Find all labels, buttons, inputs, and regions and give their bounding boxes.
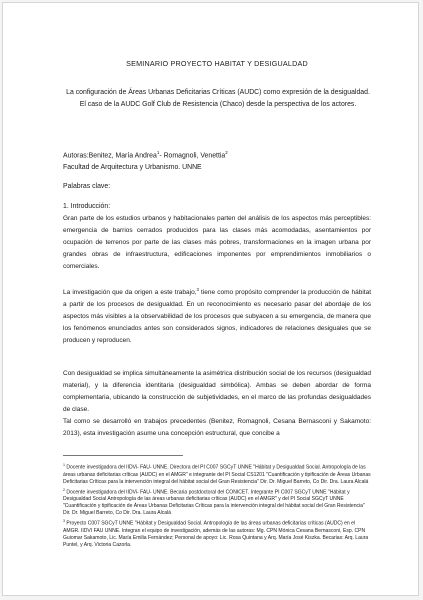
footnotes <box>63 462 371 550</box>
document-page <box>2 2 419 596</box>
footnote-text: Proyecto C007 SGCyT UNNE "Hábitat y Desigualdad Social. Antropología de las áreas urbanas deficitarias críticas (AUDC) en el AMGR. IIDVI FAU UNNE. Integran el equipo de investigación, además de las autoras: Mg. CPN Mónica Cesana Bernasconi, Esp. CPN Guiomar Sakamoto, Lic. María Emilia Fernández; Personal de apoyo: Lic. Rosa Quintana y Arq. María José Kiszka. Becarias: Arq. Laura Puntel, y Arq. Victoria Cazorla. <box>63 520 369 548</box>
paragraph-3: Con desigualdad se implica simultáneamente la asimétrica distribución social de los recursos (desigualdad material), y la diferencia identitaria (desigualdad simbólica). Ambas se deben abordar de forma complementaria, ubicando la construcción de subjetividades, en el marco de las profundas desigualdades de clase. <box>63 370 371 414</box>
authors-line <box>63 147 228 162</box>
paper-title: La configuración de Áreas Urbanas Deficitarias Críticas (AUDC) como expresión de la desigualdad. El caso de la AUDC Golf Club de Resistencia (Chaco) desde la perspectiva de los actores. <box>66 89 370 108</box>
footnote-mark: 2 <box>63 487 65 492</box>
paragraph-2-rest: tiene como propósito comprender la producción de hábitat a partir de los procesos de desigualdad. En un reconocimiento es necesario pasar del abordaje de los aspectos más visibles a la observabilidad de los procesos que subyacen a su emergencia, de manera que los fenómenos enunciados antes son considerados signos, indicadores de relaciones desiguales que se producen y reproducen. <box>63 289 371 345</box>
authors-prefix: Autoras:Benitez, María Andrea <box>63 152 157 160</box>
authors-middle: - Romagnoli, Venettia <box>159 152 226 160</box>
footnote-text: Docente investigadora del IIDVi- FAU- UNNE. Becaria postdoctoral del CONICET. Integrante PI C007 SGCyT UNNE "Hábitat y Desigualdad Social Antropología de las áreas urbanas deficitarias críticas (AUDC) en el AMGR" y del PI Social SGCyT UNNE "Cuantificación y tipificación de Áreas Urbanas Deficitarias Críticas para la intervención integral del hábitat social del Gran Resistencia" Dir. Dr. Miguel Barreto, Co Dir. Dra. Laura Alcalá <box>63 489 365 517</box>
footnote-mark: 1 <box>63 463 65 467</box>
footnote-text: Docente investigadora del IIDVi- FAU- UNNE. Directora del PI C007 SGCyT UNNE "Hábitat y Desigualdad Social. Antropología de las áreas urbanas deficitarias críticas (AUDC) en el AMGR" e integrante del PI Social CS1201 "Cuantificación y tipificación de Áreas Urbanas Deficitarias Críticas para la intervención integral del hábitat social del Gran Resistencia" Dir. Dr. Miguel Barreto, Co Dir. Dra. Laura Alcalá <box>63 464 371 485</box>
footnote-ref-3[interactable]: 3 <box>196 287 199 292</box>
footnote-ref-2[interactable]: 2 <box>225 150 228 155</box>
paragraph-1: Gran parte de los estudios urbanos y habitacionales parten del análisis de los aspectos más perceptibles: emergencia de barrios cerrados producidos para las clases más acomodadas, asentamientos por ocupación de terrenos por parte de las clases más pobres, transformaciones en la imagen urbana por grandes obras de infraestructura, edificaciones imponentes por emprendimientos inmobiliarios o comerciales. <box>63 215 371 271</box>
paragraph-2-start: La investigación que da origen a este trabajo, <box>63 289 197 297</box>
seminar-header: SEMINARIO PROYECTO HABITAT Y DESIGUALDAD <box>126 59 308 68</box>
footnote-1 <box>63 462 371 486</box>
footnote-mark: 3 <box>63 519 65 524</box>
affiliation: Facultad de Arquitectura y Urbanismo. UNNE <box>63 164 202 172</box>
footnote-divider <box>63 455 183 456</box>
section-heading: 1. Introducción: <box>63 203 111 210</box>
authors-block <box>63 147 228 174</box>
paragraph-4: Tal como se desarrolló en trabajos precedentes (Benitez, Romagnoli, Cesana Bernasconi y Sakamoto: 2013), esta investigación asume una concepción estructural, que concibe a <box>63 418 371 438</box>
keywords-label: Palabras clave: <box>63 183 111 190</box>
paragraph-2 <box>63 284 371 347</box>
footnote-2 <box>63 487 371 517</box>
footnote-ref-1[interactable]: 1 <box>156 150 160 155</box>
footnote-3 <box>63 518 371 548</box>
